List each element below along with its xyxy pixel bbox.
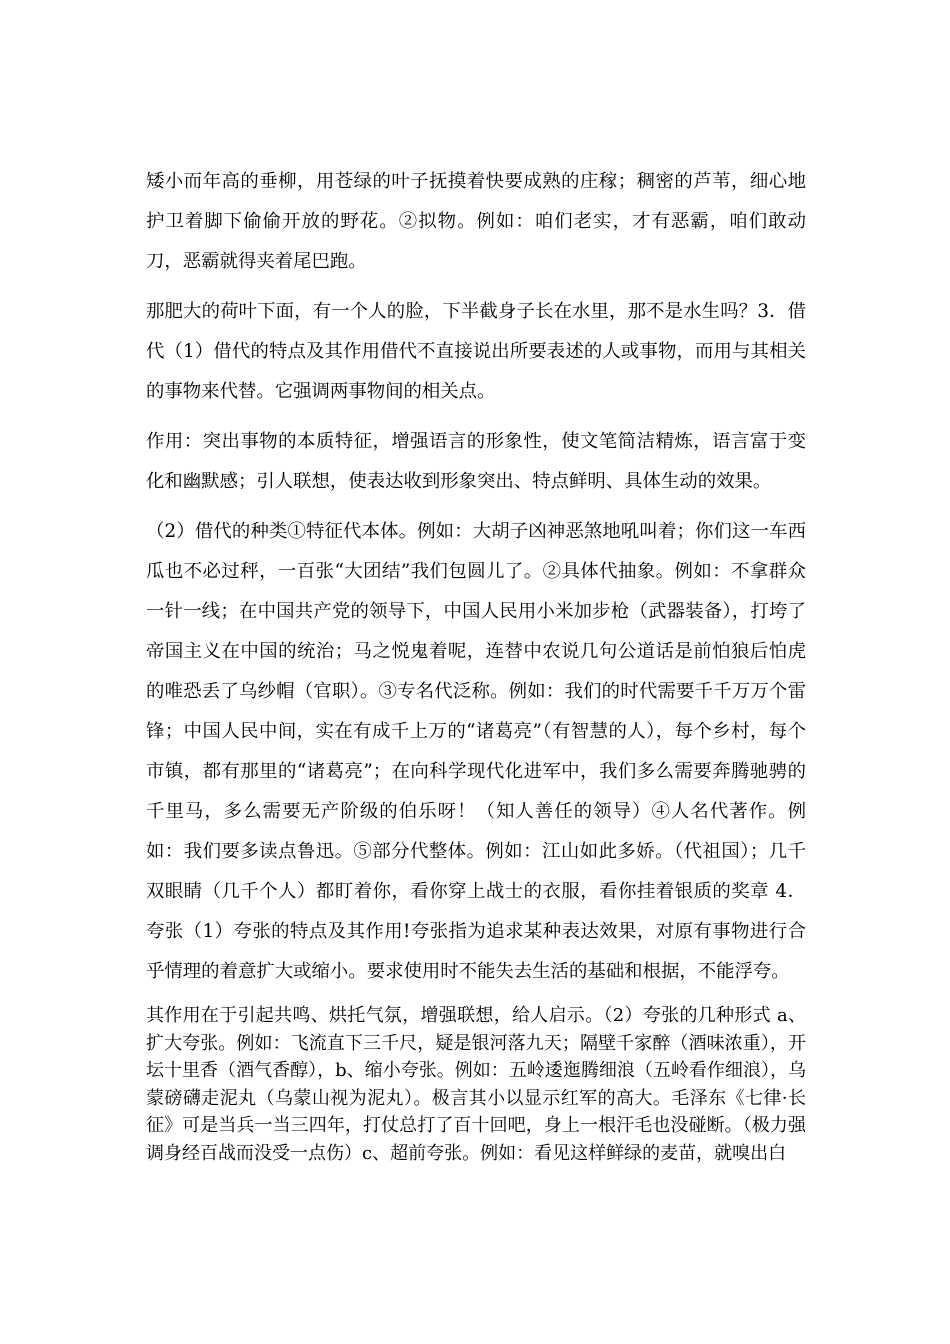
document-page — [146, 162, 806, 1167]
paragraph-personification-example: 矮小而年高的垂柳，用苍绿的叶子抚摸着快要成熟的庄稼；稠密的芦苇，细心地护卫着脚下偷偷开放的野花。②拟物。例如：咱们老实，才有恶霸，咱们敢动刀，恶霸就得夹着尾巴跑。 — [146, 171, 806, 272]
paragraph-hyperbole-forms: 其作用在于引起共鸣、烘托气氛，增强联想，给人启示。（2）夸张的几种形式 a、扩大夸张。例如：飞流直下三千尺，疑是银河落九天；隔壁千家醉（酒味浓重），开坛十里香（酒气香醇），b、缩小夸张。例如：五岭逶迤腾细浪（五岭看作细浪），乌蒙磅礴走泥丸（乌蒙山视为泥丸）。极言其小以显示红军的高大。毛泽东《七律·长征》可是当兵一当三四年，打仗总打了百十回吧，身上一根汗毛也没碰断。（极力强调身经百战而没受一点伤）c、超前夸张。例如：看见这样鲜绿的麦苗，就嗅出白 — [146, 1005, 806, 1164]
paragraph-metonymy-intro: 那肥大的荷叶下面，有一个人的脸，下半截身子长在水里，那不是水生吗？3．借代（1）借代的特点及其作用借代不直接说出所要表述的人或事物，而用与其相关的事物来代替。它强调两事物间的相关点。 — [146, 301, 806, 402]
paragraph-metonymy-function: 作用：突出事物的本质特征，增强语言的形象性，使文笔简洁精炼，语言富于变化和幽默感；引人联想，使表达收到形象突出、特点鲜明、具体生动的效果。 — [146, 431, 806, 492]
paragraph-metonymy-types-hyperbole: （2）借代的种类①特征代本体。例如：大胡子凶神恶煞地吼叫着；你们这一车西瓜也不必过秤，一百张“大团结”我们包圆儿了。②具体代抽象。例如：不拿群众一针一线；在中国共产党的领导下，中国人民用小米加步枪（武器装备），打垮了帝国主义在中国的统治；马之悦鬼着呢，连替中农说几句公道话是前怕狼后怕虎的唯恐丢了乌纱帽（官职）。③专名代泛称。例如：我们的时代需要千千万万个雷锋；中国人民中间，实在有成千上万的“诸葛亮”（有智慧的人），每个乡村，每个市镇，都有那里的“诸葛亮”；在向科学现代化进军中，我们多么需要奔腾驰骋的千里马，多么需要无产阶级的伯乐呀！（知人善任的领导）④人名代著作。例如：我们要多读点鲁迅。⑤部分代整体。例如：江山如此多娇。（代祖国）；几千双眼睛（几千个人）都盯着你，看你穿上战士的衣服，看你挂着银质的奖章 4．夸张（1）夸张的特点及其作用!夸张指为追求某种表达效果，对原有事物进行合乎情理的着意扩大或缩小。要求使用时不能失去生活的基础和根据，不能浮夸。 — [146, 521, 806, 982]
